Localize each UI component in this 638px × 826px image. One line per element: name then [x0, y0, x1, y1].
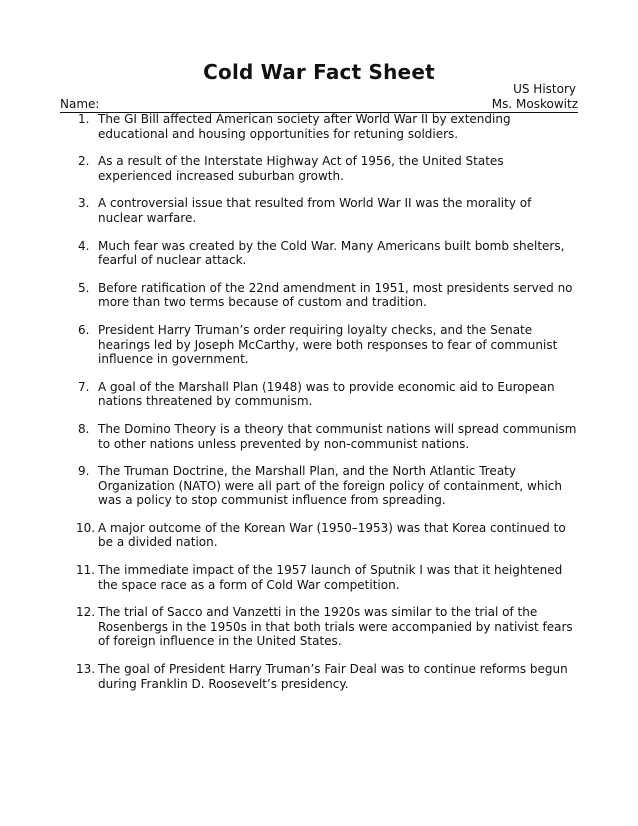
course-label: US History [513, 82, 576, 96]
header-row [60, 97, 578, 113]
item-text: The immediate impact of the 1957 launch of Sputnik I was that it heightened the space race as a form of Cold War competition. [98, 563, 563, 592]
list-item [78, 154, 578, 183]
item-number: 2. [78, 154, 90, 169]
item-text: Before ratification of the 22nd amendment in 1951, most presidents served no more than two terms because of custom and tradition. [98, 280, 573, 310]
list-item [78, 605, 578, 649]
item-text: A controversial issue that resulted from World War II was the morality of nuclear warfare. [98, 196, 532, 225]
item-number: 8. [78, 421, 90, 436]
item-text: A goal of the Marshall Plan (1948) was to provide economic aid to European nations threatened by communism. [98, 379, 555, 409]
item-text: The GI Bill affected American society after World War II by extending educational and housing opportunities for retuning soldiers. [98, 112, 511, 141]
list-item [78, 662, 578, 691]
item-text: The trial of Sacco and Vanzetti in the 1920s was similar to the trial of the Rosenbergs in the 1950s in that both trials were accompanied by nativist fears of foreign influence in the United States. [98, 605, 573, 649]
item-number: 10. [76, 520, 96, 535]
item-text: The Domino Theory is a theory that communist nations will spread communism to other nations unless prevented by non-communist nations. [98, 421, 577, 451]
item-text: The Truman Doctrine, the Marshall Plan, and the North Atlantic Treaty Organization (NATO) were all part of the foreign policy of containment, which was a policy to stop communist influence from spreading. [98, 464, 562, 508]
list-item [78, 196, 578, 225]
item-number: 7. [78, 379, 90, 394]
list-item [78, 422, 578, 451]
item-number: 6. [78, 322, 90, 337]
fact-list [78, 112, 578, 704]
item-number: 11. [76, 563, 96, 578]
list-item [78, 239, 578, 268]
list-item [78, 521, 578, 550]
list-item [78, 323, 578, 367]
item-text: President Harry Truman’s order requiring loyalty checks, and the Senate hearings led by Joseph McCarthy, were both responses to fear of communist influence in government. [98, 322, 558, 367]
item-text: A major outcome of the Korean War (1950–1953) was that Korea continued to be a divided nation. [98, 520, 566, 550]
list-item [78, 380, 578, 409]
list-item [78, 112, 578, 141]
item-text: As a result of the Interstate Highway Act of 1956, the United States experienced increased suburban growth. [98, 154, 504, 183]
item-text: The goal of President Harry Truman’s Fair Deal was to continue reforms begun during Franklin D. Roosevelt’s presidency. [98, 662, 568, 691]
list-item [78, 563, 578, 592]
item-number: 12. [76, 605, 96, 620]
list-item [78, 281, 578, 310]
page-title: Cold War Fact Sheet [203, 60, 435, 84]
name-label: Name: [60, 97, 100, 111]
item-number: 5. [78, 280, 90, 295]
item-number: 3. [78, 196, 90, 211]
item-number: 1. [78, 112, 90, 126]
item-number: 9. [78, 464, 90, 479]
list-item [78, 464, 578, 508]
teacher-name: Ms. Moskowitz [491, 97, 578, 111]
item-text: Much fear was created by the Cold War. Many Americans built bomb shelters, fearful of nuclear attack. [98, 238, 565, 268]
item-number: 13. [76, 662, 96, 677]
item-number: 4. [78, 238, 90, 253]
